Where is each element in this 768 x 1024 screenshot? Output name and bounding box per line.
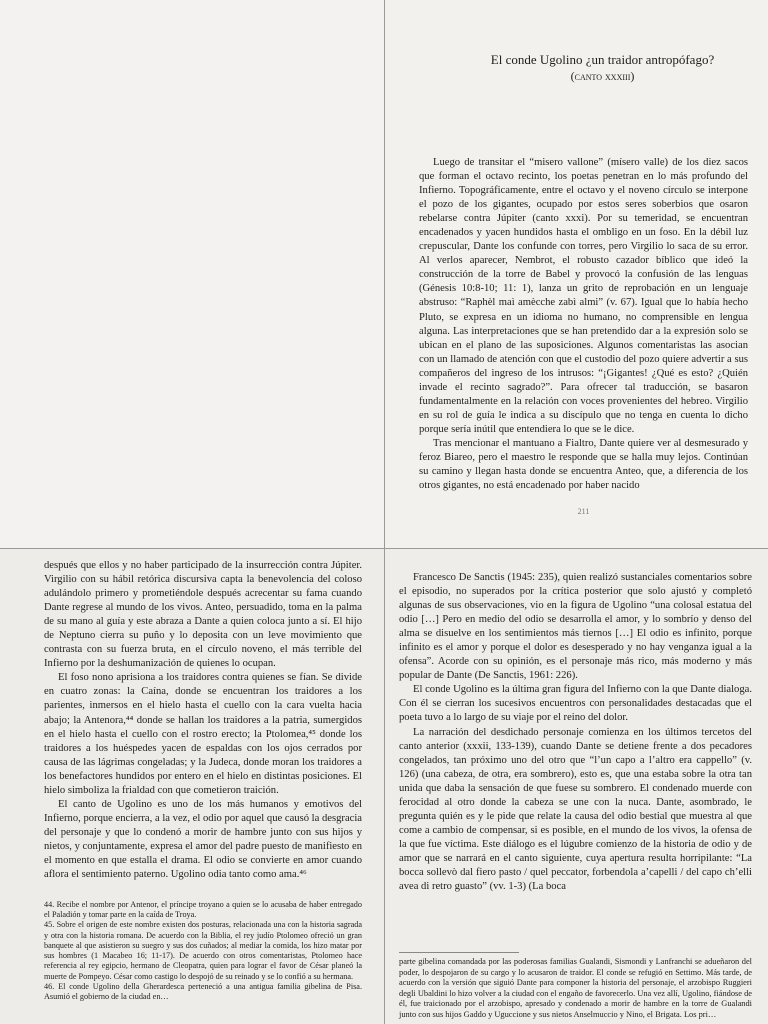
paragraph: Tras mencionar el mantuano a Fialtro, Dante quiere ver al desmesurado y feroz Biareo, pero el maestro le responde que se halla muy lejos. Continúan su camino y llegan hasta donde se encuentra Anteo, que, a diferencia de los otros gigantes, no está encadenado por haber nacido	[419, 437, 748, 492]
footnote-continuation: parte gibelina comandada por las poderosas familias Gualandi, Sismondi y Lanfranchi se adueñaron del poder, lo despojaron de su cargo y lo acusaron de traidor. El conde se refugió en Settimo. Más tarde, de acuerdo con la versión que siguió Dante para componer la historia del personaje, el arzobispo Ruggieri degli Ubaldini lo hizo volver a la ciudad con el engaño de favorecerlo. Una vez allí, Ugolino, fiándose de él, fue traicionado por el arzobispo, apresado y condenado a morir de hambre en la torre de Gualandi junto con sus hijos Gaddo y Uguccione y sus nietos Anselmuccio y Nino, el Brigata. Los pri…	[399, 957, 752, 1020]
chapter-title: El conde Ugolino ¿un traidor antropófago?	[490, 52, 715, 67]
page-body	[44, 559, 362, 882]
blank-page	[0, 0, 384, 548]
paragraph: El foso nono aprisiona a los traidores contra quienes se fían. Se divide en cuatro zonas: la Caína, donde se encuentran los traidores a los parientes, inmersos en el hielo hasta el cuello con la cara vuelta hacia abajo; la Antenora,⁴⁴ donde se hallan los traidores a la patria, sumergidos en el hielo hasta el cuello con el rostro erecto; la Ptolomea,⁴⁵ donde los traidores a los huéspedes yacen de espaldas con los ojos cerrados por causa de las lágrimas congeladas; y la Judeca, donde moran los traidores a los benefactores hundidos por entero en el hielo en distintas posiciones. El hielo simboliza la frialdad con que cometieron traición.	[44, 672, 362, 796]
footnotes	[399, 957, 752, 1021]
footnote-46: 46. El conde Ugolino della Gherardesca perteneció a una antigua familia gibelina de Pisa. Asumió el gobierno de la ciudad en…	[44, 981, 362, 1001]
right-page	[385, 549, 768, 1024]
paragraph: El conde Ugolino es la última gran figura del Infierno con la que Dante dialoga. Con él se cierran los sucesivos encuentros con personalidades destacadas que el poeta tuvo a lo largo de su viaje por el reino del dolor.	[399, 684, 752, 724]
paragraph: Luego de transitar el “misero vallone” (mísero valle) de los diez sacos que forman el octavo recinto, los poetas penetran en lo más profundo del Infierno. Topográficamente, entre el octavo y el noveno círculo se interpone el pozo de los gigantes, ocupado por estos seres soberbios que osaron rebelarse contra Júpiter (canto xxxi). Por su temeridad, se encuentran encadenados y yacen hundidos hasta el ombligo en un foso. En la débil luz crepuscular, Dante los confunde con torres, pero Virgilio lo saca de su error. Al verlos aparecer, Nembrot, el robusto cazador bíblico que ideó la construcción de la torre de Babel y provocó la confusión de las lenguas (Génesis 10:8-10; 11: 1), lanza un grito de reprobación en un lenguaje abstruso: “Raphèl maì amècche zabì almi” (v. 67). Igual que lo había hecho Pluto, se expresa en un idioma no humano, no comprensible en lengua alguna. Las interpretaciones que se han pretendido dar a la expresión solo se ubican en el plano de las suposiciones. Algunos comentaristas las asocian con un llamado de atención con que el custodio del pozo quiere advertir a sus compañeros del ingreso de los intrusos: “¡Gigantes! ¿Qué es esto? ¿Quién invade el recinto sagrado?”. Para ofrecer tal traducción, se basaron fundamentalmente en la relación con voces provenientes del hebreo. Virgilio en su rol de guía le indica a su discípulo que no tenga en cuenta lo dicho porque sería inútil que entendiera lo que se le dice.	[419, 157, 748, 435]
chapter-body	[419, 156, 748, 493]
paragraph: El canto de Ugolino es uno de los más humanos y emotivos del Infierno, porque encierra, a la vez, el odio por aquel que causó la desgracia del personaje y que lo condenó a morir de hambre junto con sus hijos y nietos, y conjuntamente, expresa el amor del padre puesto de manifiesto en el momento en que estalla el drama. El odio se convierte en amor cuando aflora el sentimiento paterno. Ugolino odia tanto como ama.⁴⁶	[44, 798, 362, 881]
footnotes	[44, 900, 362, 1002]
footnote-divider	[399, 952, 519, 953]
page-number: 211	[577, 507, 590, 517]
paragraph: La narración del desdichado personaje comienza en los últimos tercetos del canto anterior (xxxii, 133-139), cuando Dante se detiene frente a dos pecadores congelados, tan próximo uno del otro que “l’un capo a l’altro era cappello” (v. 126) (una cabeza, de otra, era sombrero), esto es, que una estaba sobre la otra tan unida que daba la sensación de que fuese su sombrero. El condenado muerde con ferocidad al otro donde la cabeza se une con la nuca. Dante, asombrado, le pregunta quién es y le pide que relate la causa del odio bestial que muestra al que come a cambio de compensar, si es posible, en el mundo de los vivos, la ofensa de la que fue víctima. Este diálogo es el lúgubre comienzo de la historia de odio y de amor que se narrará en el canto siguiente, cuya apertura resulta horripilante: “La bocca sollevò dal fiero pasto / quel peccator, forbendola a’capelli / del capo ch’elli avea di retro guasto” (vv. 1-3) (La boca	[399, 726, 752, 893]
footnote-44: 44. Recibe el nombre por Antenor, el príncipe troyano a quien se lo acusaba de haber entregado el Paladión y tomar parte en la caída de Troya.	[44, 900, 362, 920]
footnote-45: 45. Sobre el origen de este nombre existen dos posturas, relacionada una con la historia sagrada y otra con la historia romana. De acuerdo con la Biblia, el rey judío Ptolomeo ofreció un gran banquete al que asistieron su suegro y sus dos cuñados; al mediar la comida, los hizo matar por sus hombres (1 Macabeo 16; 11-17). De acuerdo con otros comentaristas, Ptolomeo hace referencia al rey egipcio, hermano de Cleopatra, quien para lograr el favor de César planeó la muerte de Pompeyo. César como castigo lo despojó de su reinado y se lo confió a su hermana.	[44, 920, 362, 981]
chapter-opening-page	[385, 0, 768, 548]
chapter-subtitle: (canto xxxiii)	[570, 69, 635, 83]
paragraph: Francesco De Sanctis (1945: 235), quien realizó sustanciales comentarios sobre el episodio, no superados por la crítica posterior que solo ajustó y completó algunas de sus observaciones, vio en la figura de Ugolino “una colosal estatua del odio […] Pero en medio del odio se desarrolla el amor, y lo sombrío y denso del alma se disuelve en los sentimientos más tiernos […] El odio es infinito, porque infinito es el amor y porque el dolor es desesperado y no hay venganza igual a la ofensa”. Acorde con su opinión, es el personaje más rico, más moderno y más popular de Dante (De Sanctis, 1961: 226).	[399, 572, 752, 682]
left-page	[0, 549, 384, 1024]
page-body	[399, 571, 752, 894]
paragraph: después que ellos y no haber participado de la insurrección contra Júpiter. Virgilio con su hábil retórica discursiva capta la benevolencia del coloso adulándolo primero y prometiéndole después acrecentar su fama cuando Dante regrese al mundo de los vivos. Anteo, persuadido, toma en la palma de su mano al guía y este abraza a Dante a quien coloca junto a sí. El hijo de Neptuno cierra su puño y lo deposita con un leve movimiento que contrasta con su fuerza bruta, en el círculo noveno, el más terrible del Infierno por la deshumanización de quienes lo ocupan.	[44, 560, 362, 670]
